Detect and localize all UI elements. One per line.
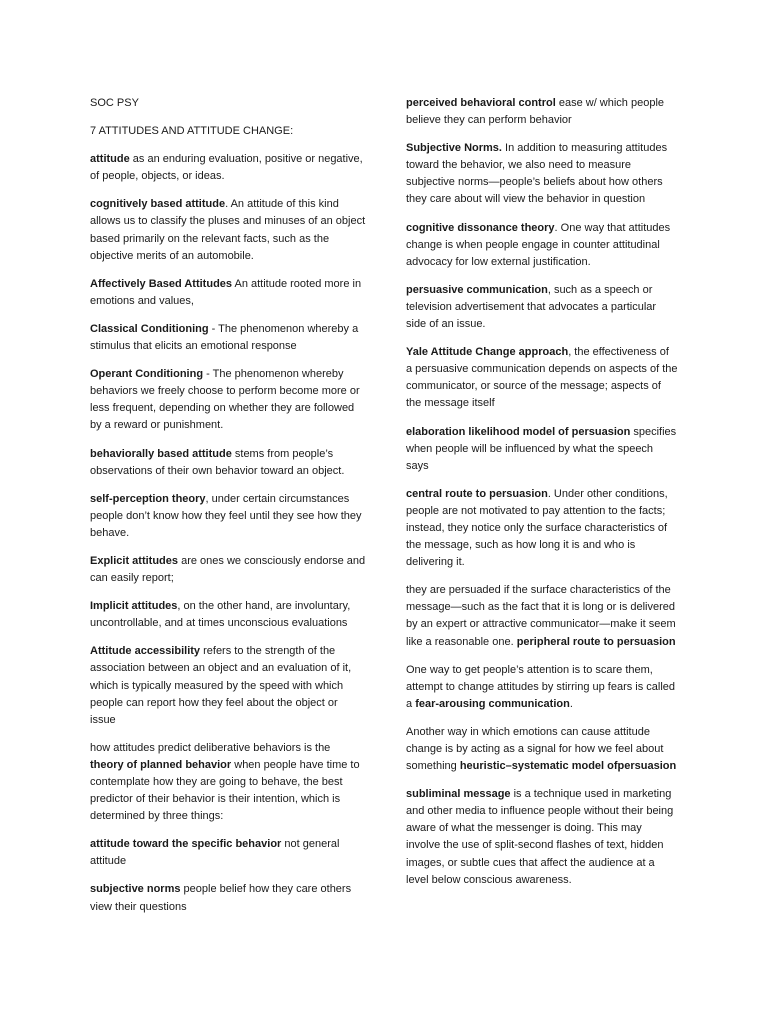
definition: they are persuaded if the surface characteristics of the message—such as the fact that it is long or is delivered by an expert or attractive communicator—make it seem like a reasonable one. [406, 584, 676, 648]
definition: when people have time to contemplate how they are going to behave, the best predictor of their behavior is their intention, which is determined by three things: [90, 758, 360, 823]
paragraph-dissonance [406, 220, 678, 271]
paragraph-persuasive [406, 282, 678, 333]
term: subliminal message [406, 788, 511, 801]
definition: . One way that attitudes change is when people engage in counter attitudinal advocacy for low external justification. [406, 221, 671, 268]
paragraph-operant [90, 366, 366, 434]
paragraph-attitude [90, 151, 366, 185]
paragraph-subjective-norms [406, 140, 678, 208]
punctuation: . [569, 697, 573, 710]
definition: , on the other hand, are involuntary, uncontrollable, and at times unconscious evaluations [90, 600, 351, 630]
definition: refers to the strength of the association between an object and an evaluation of it, which is typically measured by the speed with which people can report how they feel about the object or issue [90, 645, 352, 726]
term: Explicit attitudes [90, 554, 179, 567]
term: heuristic–systematic model ofpersuasion [459, 760, 677, 773]
term: fear-arousing communication [415, 697, 570, 710]
definition: One way to get people’s attention is to scare them, attempt to change attitudes by stirring up fears is called a [406, 663, 676, 710]
paragraph-planned-behavior [90, 740, 366, 825]
intro: how attitudes predict deliberative behaviors is the [90, 741, 331, 754]
definition: . Under other conditions, people are not motivated to pay attention to the facts; instead, they notice only the surface characteristics of the message, such as how long it is and who is delivering it. [406, 487, 668, 569]
definition: stems from people’s observations of their own behavior toward an object. [90, 447, 345, 477]
paragraph-explicit [90, 553, 366, 587]
paragraph-subliminal [406, 786, 678, 889]
paragraph-subjective-norms-short [90, 881, 366, 915]
term: Classical Conditioning [90, 322, 209, 335]
term: Affectively Based Attitudes [90, 277, 233, 290]
document-title: SOC PSY [90, 97, 139, 109]
definition: , the effectiveness of a persuasive communication depends on aspects of the communicator, or source of the message; aspects of the message itself [406, 346, 678, 410]
term: attitude toward the specific behavior [90, 838, 282, 851]
paragraph-central-route [406, 486, 678, 571]
paragraph-peripheral-route [406, 582, 678, 650]
left-column [90, 95, 366, 927]
paragraph-self-perception [90, 491, 366, 542]
paragraph-perceived-control [406, 95, 678, 129]
term: persuasive communication [406, 283, 548, 296]
term: Attitude accessibility [90, 645, 201, 658]
definition: In addition to measuring attitudes toward the behavior, we also need to measure subjective norms—people’s beliefs about how others they care about will view the behavior in question [406, 142, 668, 206]
term: Yale Attitude Change approach [406, 346, 569, 359]
term: cognitive dissonance theory [406, 221, 555, 234]
definition: An attitude rooted more in emotions and values, [90, 277, 362, 307]
definition: ease w/ which people believe they can perform behavior [406, 97, 665, 127]
paragraph-behavioral [90, 446, 366, 480]
paragraph-fear-arousing [406, 662, 678, 713]
definition: . An attitude of this kind allows us to classify the pluses and minuses of an object based primarily on the relevant facts, such as the objective merits of an automobile. [90, 198, 366, 262]
paragraph-yale [406, 344, 678, 412]
term: Implicit attitudes [90, 600, 178, 613]
paragraph-specific-behavior [90, 836, 366, 870]
definition: are ones we consciously endorse and can easily report; [90, 554, 366, 585]
term: peripheral route to persuasion [516, 635, 676, 648]
definition: , such as a speech or television advertisement that advocates a particular side of an issue. [406, 283, 657, 331]
paragraph-heuristic [406, 724, 678, 775]
paragraph-cognitive [90, 196, 366, 264]
paragraph-accessibility [90, 643, 366, 728]
term: cognitively based attitude [90, 198, 226, 211]
paragraph-elaboration [406, 424, 678, 475]
definition: , under certain circumstances people don’t know how they feel until they see how they behave. [90, 492, 362, 539]
paragraph-classical [90, 321, 366, 355]
definition: as an enduring evaluation, positive or negative, of people, objects, or ideas. [90, 153, 363, 183]
paragraph-affective [90, 276, 366, 310]
term: attitude [90, 153, 130, 166]
definition: Another way in which emotions can cause attitude change is by acting as a signal for how we feel about something [406, 725, 664, 773]
term: theory of planned behavior [90, 758, 232, 771]
right-column [406, 95, 678, 900]
term: Subjective Norms. [406, 142, 502, 155]
definition: specifies when people will be influenced by what the speech says [406, 425, 677, 472]
definition: is a technique used in marketing and other media to influence people without their being aware of what the messenger is doing. This may involve the use of split-second flashes of text, hidden images, or subtle cues that affect the audience at a level below conscious awareness. [406, 788, 674, 886]
definition: not general attitude [90, 838, 340, 868]
term: central route to persuasion [406, 487, 548, 500]
definition: - The phenomenon whereby behaviors we freely choose to perform become more or less frequent, depending on whether they are followed by a reward or punishment. [90, 368, 360, 432]
term: Operant Conditioning [90, 368, 204, 381]
chapter-heading: 7 ATTITUDES AND ATTITUDE CHANGE: [90, 125, 294, 138]
term: behaviorally based attitude [90, 447, 232, 460]
definition: people belief how they care others view their questions [90, 883, 352, 913]
term: self-perception theory [90, 492, 206, 505]
definition: - The phenomenon whereby a stimulus that elicits an emotional response [90, 322, 359, 353]
term: perceived behavioral control [406, 97, 556, 109]
paragraph-implicit [90, 598, 366, 632]
term: subjective norms [90, 883, 181, 896]
term: elaboration likelihood model of persuasion [406, 425, 631, 438]
